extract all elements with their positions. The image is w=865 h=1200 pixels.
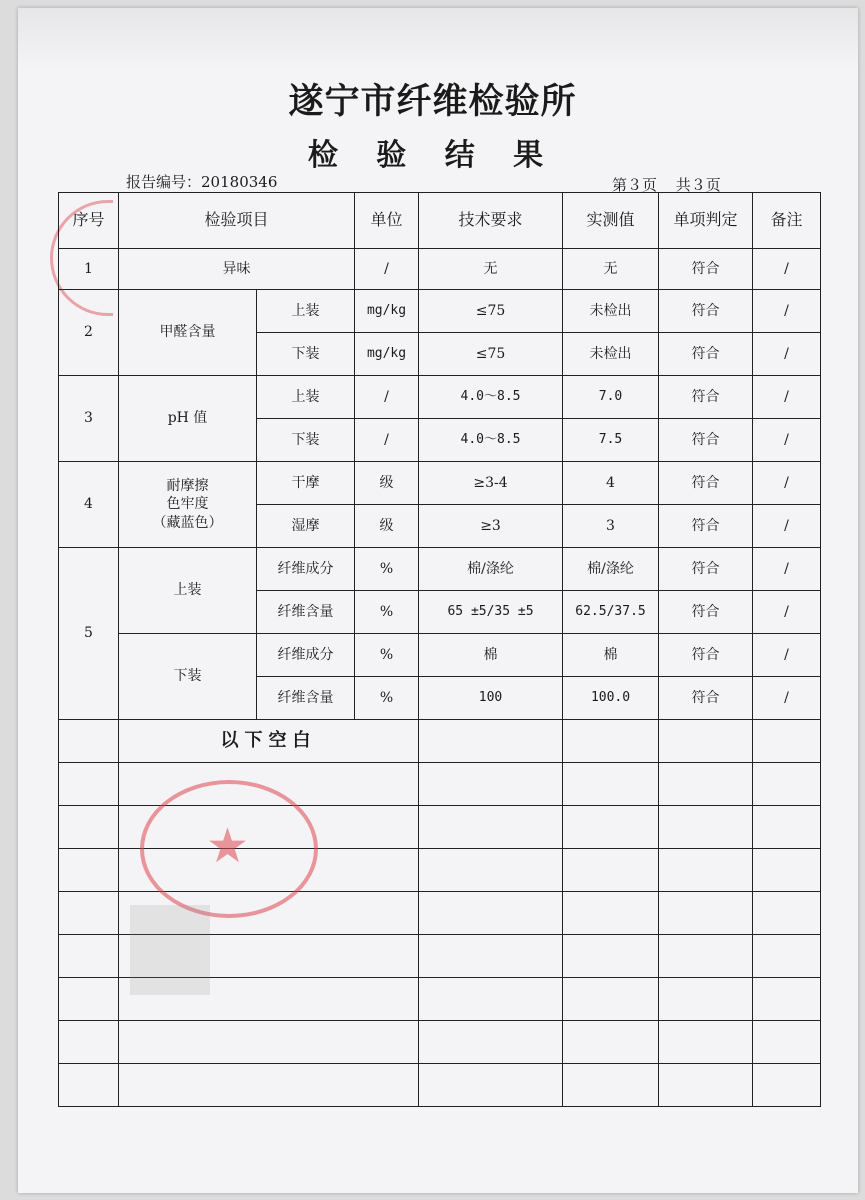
item-name-line: 色牢度 <box>166 496 209 513</box>
header-cell: 技术要求 <box>419 193 563 249</box>
requirement-cell: 4.0～8.5 <box>419 419 563 462</box>
header-cell: 单项判定 <box>659 193 753 249</box>
empty-row <box>59 849 821 892</box>
table-row <box>59 634 821 677</box>
item-name-line: 耐摩擦 <box>166 478 209 495</box>
requirement-cell: 棉 <box>419 634 563 677</box>
report-number-label: 报告编号： <box>126 173 202 191</box>
verdict-cell: 符合 <box>659 505 753 548</box>
empty-row <box>59 1021 821 1064</box>
value-cell: 62.5/37.5 <box>563 591 659 634</box>
empty-row <box>59 763 821 806</box>
unit-cell: mg/kg <box>355 333 419 376</box>
unit-cell: % <box>355 634 419 677</box>
note-cell: / <box>753 548 821 591</box>
scan-shadow <box>18 8 858 68</box>
header-cell: 实测值 <box>563 193 659 249</box>
note-cell: / <box>753 249 821 290</box>
row-number: 5 <box>59 548 119 720</box>
value-cell: 7.5 <box>563 419 659 462</box>
sub-item: 干摩 <box>257 462 355 505</box>
org-title: 遂宁市纤维检验所 <box>288 81 577 122</box>
verdict-cell: 符合 <box>659 548 753 591</box>
verdict-cell: 符合 <box>659 419 753 462</box>
unit-cell: / <box>355 419 419 462</box>
unit-cell: % <box>355 548 419 591</box>
row-number: 3 <box>59 376 119 462</box>
sub-item: 纤维含量 <box>257 677 355 720</box>
table-row <box>59 290 821 333</box>
bleed-through-mark <box>130 905 210 995</box>
verdict-cell: 符合 <box>659 677 753 720</box>
empty-row <box>59 1064 821 1107</box>
sub-item: 下装 <box>257 419 355 462</box>
header-cell: 备注 <box>753 193 821 249</box>
blank-note-row <box>59 720 821 763</box>
verdict-cell: 符合 <box>659 462 753 505</box>
value-cell: 未检出 <box>563 290 659 333</box>
item-name <box>119 462 257 548</box>
verdict-cell: 符合 <box>659 376 753 419</box>
unit-cell: / <box>355 376 419 419</box>
value-cell: 3 <box>563 505 659 548</box>
value-cell: 棉/涤纶 <box>563 548 659 591</box>
note-cell: / <box>753 634 821 677</box>
header-cell: 检验项目 <box>119 193 355 249</box>
sub-item: 纤维成分 <box>257 634 355 677</box>
item-name: 异味 <box>119 249 355 290</box>
item-name: 上装 <box>119 548 257 634</box>
sub-item: 下装 <box>257 333 355 376</box>
unit-cell: mg/kg <box>355 290 419 333</box>
requirement-cell: ≤75 <box>419 333 563 376</box>
header-cell: 单位 <box>355 193 419 249</box>
sub-item: 纤维含量 <box>257 591 355 634</box>
table-row <box>59 548 821 591</box>
item-name: 甲醛含量 <box>119 290 257 376</box>
note-cell: / <box>753 462 821 505</box>
verdict-cell: 符合 <box>659 290 753 333</box>
note-cell: / <box>753 290 821 333</box>
requirement-cell: 无 <box>419 249 563 290</box>
verdict-cell: 符合 <box>659 333 753 376</box>
empty-row <box>59 806 821 849</box>
value-cell: 棉 <box>563 634 659 677</box>
note-cell: / <box>753 591 821 634</box>
sub-item: 上装 <box>257 376 355 419</box>
value-cell: 4 <box>563 462 659 505</box>
verdict-cell: 符合 <box>659 249 753 290</box>
item-name-line: （藏蓝色） <box>152 514 223 531</box>
unit-cell: % <box>355 677 419 720</box>
report-number-value: 20180346 <box>201 173 278 191</box>
value-cell: 无 <box>563 249 659 290</box>
requirement-cell: ≥3 <box>419 505 563 548</box>
unit-cell: 级 <box>355 462 419 505</box>
requirement-cell: 65 ±5/35 ±5 <box>419 591 563 634</box>
row-number: 4 <box>59 462 119 548</box>
table-row <box>59 249 821 290</box>
table-row <box>59 462 821 505</box>
verdict-cell: 符合 <box>659 591 753 634</box>
requirement-cell: 100 <box>419 677 563 720</box>
blank-note: 以下空白 <box>119 720 419 763</box>
note-cell: / <box>753 419 821 462</box>
sub-item: 纤维成分 <box>257 548 355 591</box>
sub-item: 湿摩 <box>257 505 355 548</box>
unit-cell: / <box>355 249 419 290</box>
row-number: 2 <box>59 290 119 376</box>
requirement-cell: ≥3-4 <box>419 462 563 505</box>
item-name: 下装 <box>119 634 257 720</box>
requirement-cell: 4.0～8.5 <box>419 376 563 419</box>
note-cell: / <box>753 376 821 419</box>
value-cell: 未检出 <box>563 333 659 376</box>
note-cell: / <box>753 333 821 376</box>
page-total: 共３页 <box>675 176 721 194</box>
row-number: 1 <box>59 249 119 290</box>
unit-cell: % <box>355 591 419 634</box>
page-title: 检 验 结 果 <box>307 138 558 173</box>
item-name: pH 值 <box>119 376 257 462</box>
report-number <box>126 171 277 192</box>
value-cell: 100.0 <box>563 677 659 720</box>
table-header <box>59 193 821 249</box>
requirement-cell: 棉/涤纶 <box>419 548 563 591</box>
header-cell: 序号 <box>59 193 119 249</box>
note-cell: / <box>753 677 821 720</box>
requirement-cell: ≤75 <box>419 290 563 333</box>
value-cell: 7.0 <box>563 376 659 419</box>
table-row <box>59 376 821 419</box>
sub-item: 上装 <box>257 290 355 333</box>
note-cell: / <box>753 505 821 548</box>
page-current: 第３页 <box>612 176 658 194</box>
unit-cell: 级 <box>355 505 419 548</box>
verdict-cell: 符合 <box>659 634 753 677</box>
star-icon: ★ <box>206 818 250 874</box>
